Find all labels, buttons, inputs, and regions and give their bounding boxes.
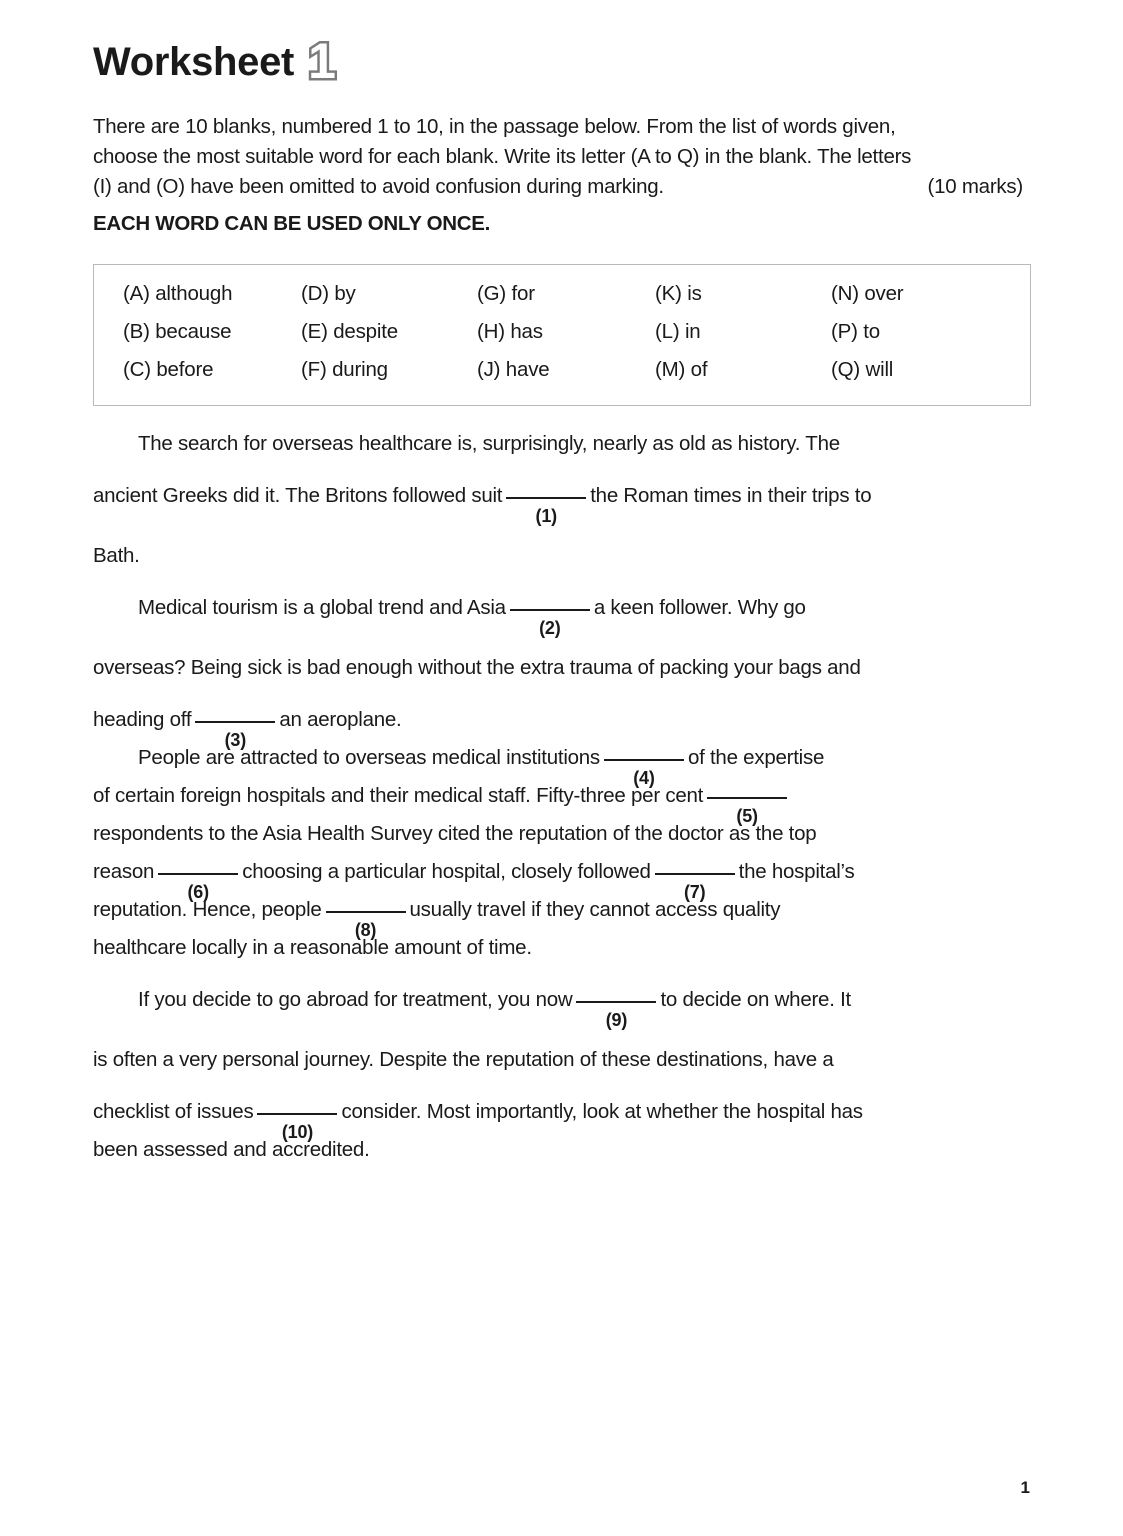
word-option[interactable]: (N) over — [831, 282, 904, 305]
blank-rule — [158, 873, 238, 875]
word-bank-box — [93, 264, 1031, 406]
word-option[interactable]: (G) for — [477, 282, 535, 305]
passage-text: an aeroplane. — [279, 708, 402, 731]
passage-text: The search for overseas healthcare is, surprisingly, nearly as old as history. The — [138, 432, 840, 455]
passage-text: reason — [93, 860, 155, 883]
passage-text: ancient Greeks did it. The Britons followed suit — [93, 484, 503, 507]
passage-line — [93, 936, 1038, 966]
worksheet-number-badge: 1 — [308, 33, 336, 89]
word-bank-grid — [123, 282, 1011, 396]
passage-text: Medical tourism is a global trend and Asia — [138, 596, 506, 619]
passage-line — [93, 656, 1038, 686]
passage-line — [93, 432, 1038, 462]
marks-label: (10 marks) — [927, 175, 1023, 198]
word-option[interactable]: (B) because — [123, 320, 232, 343]
page-number: 1 — [1020, 1478, 1030, 1497]
blank-rule — [195, 721, 275, 723]
blank-number: (8) — [354, 920, 377, 940]
passage-text: reputation. Hence, people — [93, 898, 322, 921]
answer-blank-3[interactable] — [195, 724, 275, 750]
passage-text: Bath. — [93, 544, 140, 567]
blank-number: (5) — [736, 806, 758, 826]
word-option[interactable]: (C) before — [123, 358, 214, 381]
instructions-line-1: There are 10 blanks, numbered 1 to 10, in the passage below. From the list of words given, — [93, 115, 896, 138]
passage-text: healthcare locally in a reasonable amount of time. — [93, 936, 532, 959]
word-option[interactable]: (Q) will — [831, 358, 894, 381]
passage-line — [93, 1100, 1038, 1142]
passage-text: to decide on where. It — [660, 988, 851, 1011]
blank-rule — [510, 609, 590, 611]
passage-text: respondents to the Asia Health Survey cited the reputation of the doctor as the top — [93, 822, 817, 845]
word-option[interactable]: (J) have — [477, 358, 550, 381]
word-option[interactable]: (K) is — [655, 282, 702, 305]
passage-line — [93, 484, 1038, 526]
passage-text: of the expertise — [687, 746, 825, 769]
blank-number: (2) — [539, 618, 561, 638]
passage-text: If you decide to go abroad for treatment, you now — [138, 988, 573, 1011]
page-title — [93, 32, 336, 89]
blank-rule — [506, 497, 586, 499]
blank-rule — [326, 911, 406, 913]
answer-blank-2[interactable] — [510, 612, 590, 638]
passage-text: a keen follower. Why go — [593, 596, 806, 619]
blank-number: (4) — [633, 768, 655, 788]
blank-number: (7) — [683, 882, 706, 902]
blank-rule — [576, 1001, 656, 1003]
blank-rule — [707, 797, 787, 799]
instructions-line-3-text: (I) and (O) have been omitted to avoid confusion during marking. — [93, 175, 664, 198]
answer-blank-9[interactable] — [576, 1004, 656, 1030]
passage-text: of certain foreign hospitals and their medical staff. Fifty-three per cent — [93, 784, 704, 807]
answer-blank-8[interactable] — [326, 914, 406, 940]
blank-rule — [655, 873, 735, 875]
each-word-once-note: EACH WORD CAN BE USED ONLY ONCE. — [93, 212, 491, 235]
word-option[interactable]: (A) although — [123, 282, 233, 305]
answer-blank-7[interactable] — [655, 876, 735, 902]
blank-number: (9) — [605, 1010, 628, 1030]
passage-line — [93, 784, 1038, 826]
answer-blank-10[interactable] — [257, 1116, 337, 1142]
passage-line — [93, 1048, 1038, 1078]
instructions-line-3 — [93, 172, 1023, 202]
word-option[interactable]: (P) to — [831, 320, 880, 343]
passage-line — [93, 746, 1038, 788]
passage-line — [93, 860, 1038, 902]
passage-line — [93, 822, 1038, 852]
passage-text: the hospital’s — [738, 860, 855, 883]
passage-text: heading off — [93, 708, 192, 731]
passage-line — [93, 1138, 1038, 1168]
passage-text: usually travel if they cannot access quality — [409, 898, 781, 921]
word-option[interactable]: (E) despite — [301, 320, 398, 343]
passage-line — [93, 708, 1038, 750]
passage-text: consider. Most importantly, look at whether the hospital has — [341, 1100, 863, 1123]
instructions-line-2: choose the most suitable word for each blank. Write its letter (A to Q) in the blank. The letters — [93, 145, 912, 168]
answer-blank-1[interactable] — [506, 500, 586, 526]
word-option[interactable]: (F) during — [301, 358, 388, 381]
passage-text: been assessed and accredited. — [93, 1138, 370, 1161]
passage-body — [93, 432, 1038, 1170]
answer-blank-4[interactable] — [604, 762, 684, 788]
answer-blank-6[interactable] — [158, 876, 238, 902]
passage-text: the Roman times in their trips to — [590, 484, 872, 507]
word-option[interactable]: (H) has — [477, 320, 543, 343]
word-option[interactable]: (D) by — [301, 282, 356, 305]
blank-rule — [604, 759, 684, 761]
blank-number: (1) — [535, 506, 557, 526]
passage-line — [93, 596, 1038, 638]
blank-rule — [257, 1113, 337, 1115]
blank-number: (6) — [187, 882, 209, 902]
word-option[interactable]: (L) in — [655, 320, 701, 343]
blank-number: (10) — [281, 1122, 314, 1142]
passage-line — [93, 898, 1038, 940]
answer-blank-5[interactable] — [707, 800, 787, 826]
title-word: Worksheet — [93, 40, 295, 84]
passage-text: People are attracted to overseas medical institutions — [138, 746, 600, 769]
word-option[interactable]: (M) of — [655, 358, 708, 381]
instructions-block — [93, 112, 1033, 202]
passage-text: choosing a particular hospital, closely followed — [242, 860, 651, 883]
passage-text: is often a very personal journey. Despite the reputation of these destinations, have a — [93, 1048, 834, 1071]
blank-number: (3) — [224, 730, 247, 750]
passage-text: checklist of issues — [93, 1100, 254, 1123]
passage-line — [93, 988, 1038, 1030]
passage-text: overseas? Being sick is bad enough without the extra trauma of packing your bags and — [93, 656, 861, 679]
passage-line — [93, 544, 1038, 574]
